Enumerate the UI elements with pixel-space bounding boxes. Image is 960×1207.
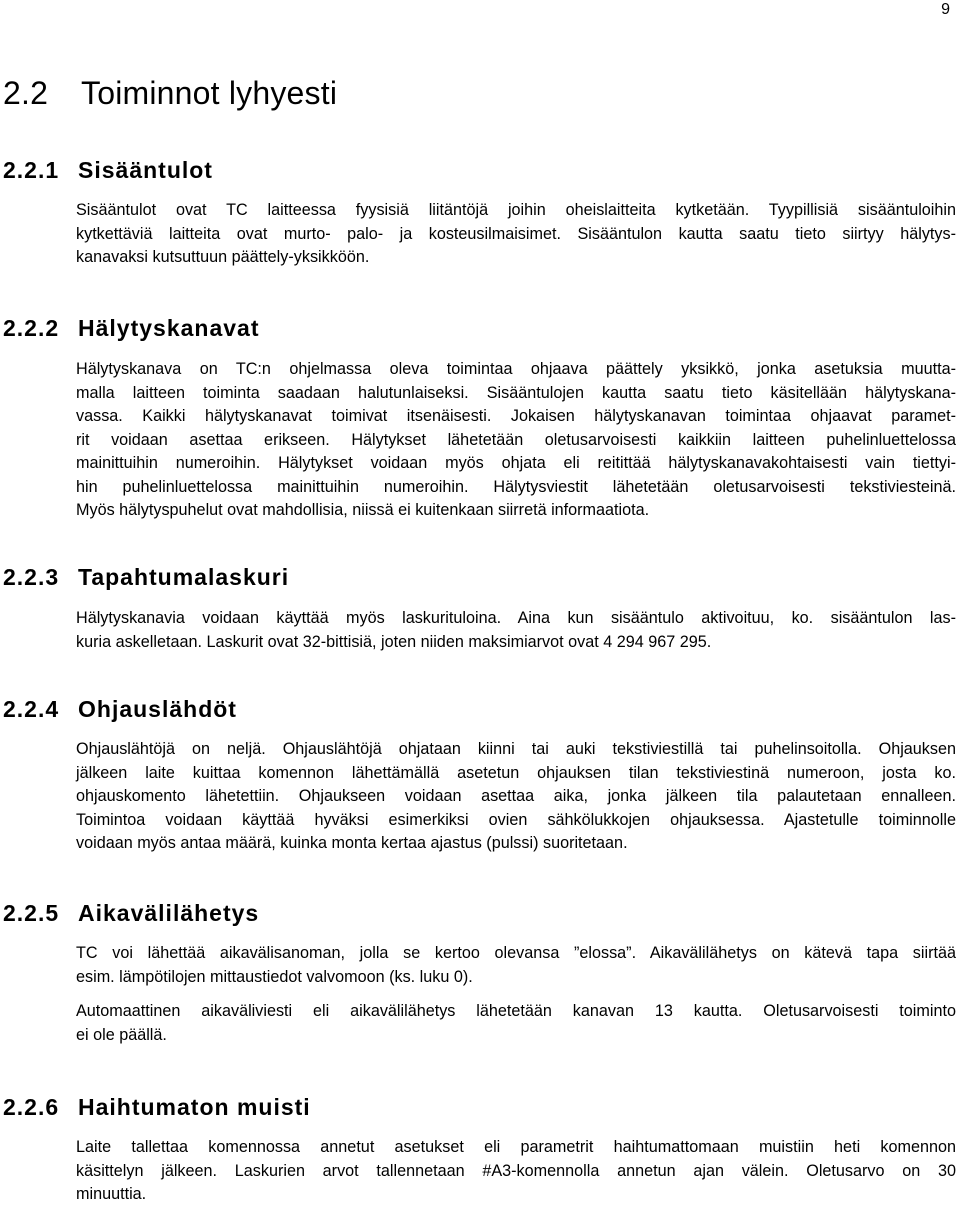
text-line: kanavaksi kutsuttuun päättely-yksikköön. <box>76 248 370 266</box>
paragraph-control-outputs <box>76 738 956 856</box>
subsection-title: Ohjauslähdöt <box>78 696 237 722</box>
subsection-heading-alarm-channels <box>3 314 260 342</box>
subsection-number: 2.2.1 <box>3 157 60 183</box>
subsection-number: 2.2.2 <box>3 315 60 341</box>
text-line: Sisääntulot ovat TC laitteessa fyysisiä liitäntöjä joihin oheislaitteita kytketään. Tyypillisiä sisääntuloihin <box>76 201 956 219</box>
text-line: jälkeen laite kuittaa komennon lähettämällä asetetun ohjauksen tilan tekstiviestinä numeroon, josta ko. <box>76 763 956 782</box>
page-number: 9 <box>941 1 950 18</box>
text-line: käsittelyn jälkeen. Laskurien arvot tallennetaan #A3-komennolla annetun ajan välein. Oletusarvo on 30 <box>76 1161 956 1180</box>
subsection-heading-nonvolatile-memory <box>3 1093 311 1121</box>
text-line: Hälytyskanavia voidaan käyttää myös laskurituloina. Aina kun sisääntulo aktivoituu, ko. sisääntulon las- <box>76 609 956 627</box>
section-title: Toiminnot lyhyesti <box>81 75 338 111</box>
paragraph-event-counter <box>76 607 956 654</box>
text-line: minuuttia. <box>76 1185 147 1203</box>
subsection-heading-control-outputs <box>3 695 237 723</box>
paragraph-alarm-channels <box>76 358 956 523</box>
subsection-heading-inputs <box>3 156 213 184</box>
paragraph-interval-transmission-1 <box>76 942 956 989</box>
section-heading <box>3 73 337 113</box>
text-line: vassa. Kaikki hälytyskanavat toimivat itsenäisesti. Jokaisen hälytyskanavan toimintaa ohjaavat paramet- <box>76 407 956 425</box>
subsection-title: Sisääntulot <box>78 157 213 183</box>
subsection-number: 2.2.5 <box>3 900 60 926</box>
section-number: 2.2 <box>3 75 49 111</box>
subsection-title: Aikavälilähetys <box>78 900 260 926</box>
text-line: kuria askelletaan. Laskurit ovat 32-bittisiä, joten niiden maksimiarvot ovat 4 294 967 295. <box>76 632 712 651</box>
text-line: voidaan myös antaa määrä, kuinka monta kertaa ajastus (pulssi) suoritetaan. <box>76 834 628 852</box>
text-line: ei ole päällä. <box>76 1025 167 1044</box>
subsection-number: 2.2.6 <box>3 1094 60 1120</box>
subsection-title: Tapahtumalaskuri <box>78 564 290 590</box>
text-line: rit voidaan asettaa erikseen. Hälytykset lähetetään oletusarvoisesti kaikkiin laitteen puhelinluettelossa <box>76 430 956 449</box>
paragraph-interval-transmission-2 <box>76 1000 956 1047</box>
text-line: ohjauskomento lähetettiin. Ohjaukseen voidaan asettaa aika, jonka jälkeen tila palautetaan ennalleen. <box>76 787 956 805</box>
subsection-heading-event-counter <box>3 563 289 591</box>
text-line: mainittuihin numeroihin. Hälytykset voidaan myös ohjata eli reitittää hälytyskanavakohtaisesti vain tiettyi- <box>76 454 956 472</box>
text-line: Toimintoa voidaan käyttää hyväksi esimerkiksi ovien sähkölukkojen ohjauksessa. Ajastetulle toiminnolle <box>76 810 956 829</box>
text-line: Ohjauslähtöjä on neljä. Ohjauslähtöjä ohjataan kiinni tai auki tekstiviestillä tai puhelinsoitolla. Ohjauksen <box>76 740 956 758</box>
subsection-number: 2.2.4 <box>3 696 60 722</box>
subsection-number: 2.2.3 <box>3 564 60 590</box>
text-line: esim. lämpötilojen mittaustiedot valvomoon (ks. luku 0). <box>76 967 473 986</box>
paragraph-nonvolatile-memory <box>76 1136 956 1207</box>
subsection-heading-interval-transmission <box>3 899 259 927</box>
text-line: malla laitteen toiminta saadaan halutunlaiseksi. Sisääntulojen kautta saatu tieto käsitellään hälytyskana- <box>76 383 956 402</box>
subsection-title: Haihtumaton muisti <box>78 1094 311 1120</box>
text-line: Hälytyskanava on TC:n ohjelmassa oleva toimintaa ohjaava päättely yksikkö, jonka asetuksia muutta- <box>76 360 956 378</box>
subsection-title: Hälytyskanavat <box>78 315 260 341</box>
text-line: Myös hälytyspuhelut ovat mahdollisia, niissä ei kuitenkaan siirretä informaatiota. <box>76 501 650 519</box>
text-line: Automaattinen aikaväliviesti eli aikavälilähetys lähetetään kanavan 13 kautta. Oletusarvoisesti toiminto <box>76 1002 956 1020</box>
text-line: kytkettäviä laitteita ovat murto- palo- ja kosteusilmaisimet. Sisääntulon kautta saatu tieto siirtyy hälytys- <box>76 224 956 243</box>
text-line: Laite tallettaa komennossa annetut asetukset eli parametrit haihtumattomaan muistiin heti komennon <box>76 1138 956 1156</box>
text-line: hin puhelinluettelossa mainittuihin numeroihin. Hälytysviestit lähetetään oletusarvoisesti tekstiviesteinä. <box>76 477 956 496</box>
text-line: TC voi lähettää aikavälisanoman, jolla se kertoo olevansa ”elossa”. Aikavälilähetys on kätevä tapa siirtää <box>76 944 956 962</box>
paragraph-inputs <box>76 199 956 270</box>
